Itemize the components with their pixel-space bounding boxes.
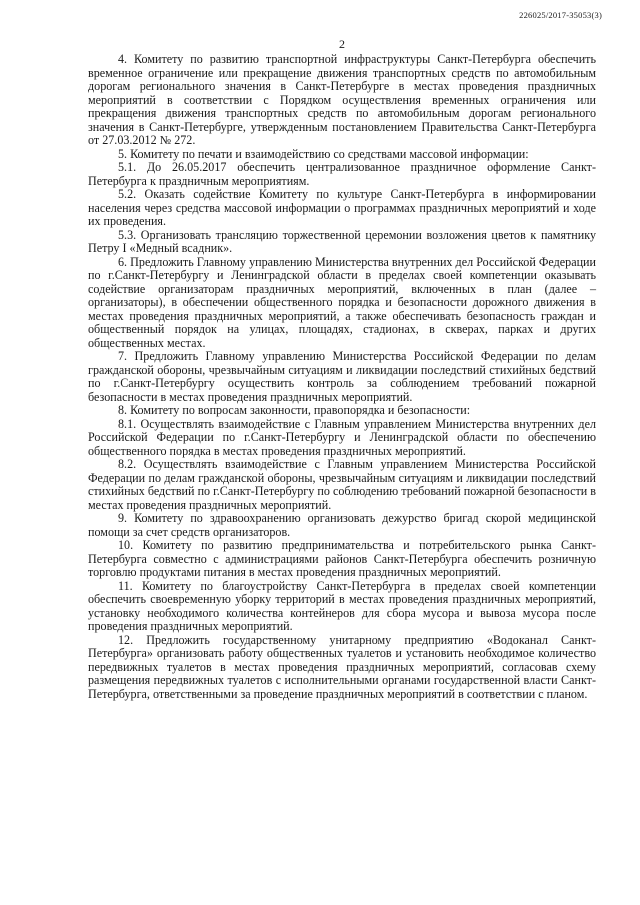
paragraph-5-2: 5.2. Оказать содействие Комитету по культуре Санкт-Петербурга в информировании населения через средства массовой информации о программах праздничных мероприятий и ходе их проведения. bbox=[88, 187, 596, 228]
paragraph-8-1: 8.1. Осуществлять взаимодействие с Главным управлением Министерства внутренних дел Российской Федерации по г.Санкт-Петербургу и Ленинградской области по обеспечению общественного порядка в местах проведения праздничных мероприятий. bbox=[88, 416, 596, 458]
paragraph-5-1: 5.1. До 26.05.2017 обеспечить централизованное праздничное оформление Санкт-Петербурга к праздничным мероприятиям. bbox=[88, 160, 596, 188]
paragraph-10: 10. Комитету по развитию предпринимательства и потребительского рынка Санкт-Петербурга совместно с администрациями районов Санкт-Петербурга обеспечить розничную торговлю продуктами питания в местах проведения праздничных мероприятий. bbox=[88, 538, 596, 579]
paragraph-7: 7. Предложить Главному управлению Министерства Российской Федерации по делам гражданской обороны, чрезвычайным ситуациям и ликвидации последствий стихийных бедствий по г.Санкт-Петербургу осуществить контроль за соблюдением требований пожарной безопасности в местах проведения праздничных мероприятий. bbox=[88, 349, 596, 404]
paragraph-11: 11. Комитету по благоустройству Санкт-Петербурга в пределах своей компетенции обеспечить своевременную уборку территорий в местах проведения праздничных мероприятий, установку необходимого количества контейнеров для сбора мусора и вывоза мусора после проведения праздничных мероприятий. bbox=[88, 578, 596, 633]
paragraph-5: 5. Комитету по печати и взаимодействию со средствами массовой информации: bbox=[118, 146, 529, 161]
paragraph-8: 8. Комитету по вопросам законности, правопорядка и безопасности: bbox=[118, 403, 471, 417]
paragraph-6: 6. Предложить Главному управлению Министерства внутренних дел Российской Федерации по г.Санкт-Петербургу и Ленинградской области в пределах своей компетенции оказывать содействие организаторам праздничных мероприятий, включенных в план (далее – организаторы), в обеспечении общественного порядка и безопасности дорожного движения в местах проведения праздничных мероприятий, а также обеспечивать безопасность граждан и общественный порядок на улицах, площадях, стадионах, в скверах, парках и других общественных местах. bbox=[88, 254, 596, 350]
paragraph-8-2: 8.2. Осуществлять взаимодействие с Главным управлением Министерства Российской Федерации по делам гражданской обороны, чрезвычайным ситуациям и ликвидации последствий стихийных бедствий по г.Санкт-Петербургу по соблюдению требований пожарной безопасности в местах проведения праздничных мероприятий. bbox=[88, 457, 596, 512]
paragraph-5-3: 5.3. Организовать трансляцию торжественной церемонии возложения цветов к памятнику Петру I «Медный всадник». bbox=[88, 227, 596, 255]
paragraph-4: 4. Комитету по развитию транспортной инфраструктуры Санкт-Петербурга обеспечить временное ограничение или прекращение движения транспортных средств по автомобильным дорогам регионального значения в Санкт-Петербурге в местах проведения праздничных мероприятий в соответствии с Порядком осуществления временных ограничения или прекращения движения транспортных средств по автомобильным дорогам регионального значения в Санкт-Петербурге, утвержденным постановлением Правительства Санкт-Петербурга от 27.03.2012 № 272. bbox=[88, 52, 596, 147]
document-id: 226025/2017-35053(3) bbox=[519, 10, 602, 20]
paragraph-9: 9. Комитету по здравоохранению организовать дежурство бригад скорой медицинской помощи за счет средств организаторов. bbox=[88, 511, 596, 539]
paragraph-12: 12. Предложить государственному унитарному предприятию «Водоканал Санкт-Петербурга» организовать работу общественных туалетов и установить необходимое количество передвижных туалетов в местах проведения праздничных мероприятий, согласовав схему размещения передвижных туалетов с исполнительными органами государственной власти Санкт-Петербурга, ответственными за проведение праздничных мероприятий в соответствии с планом. bbox=[88, 632, 596, 701]
page-number: 2 bbox=[339, 37, 345, 51]
